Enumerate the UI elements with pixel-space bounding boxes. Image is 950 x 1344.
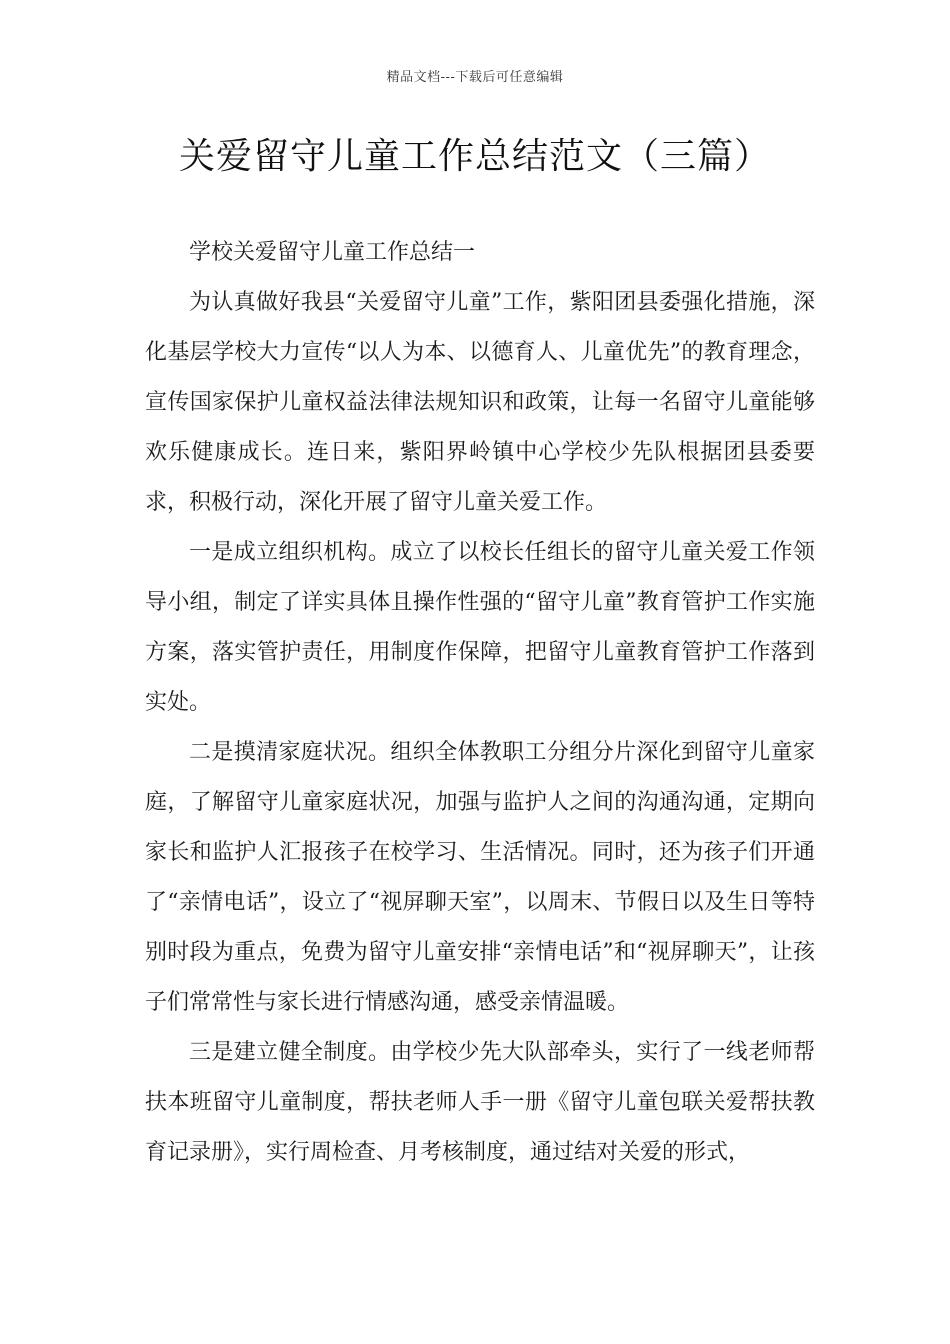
document-body [145, 228, 815, 1178]
header-note: 精品文档---下载后可任意编辑 [386, 70, 564, 85]
document-title: 关爱留守儿童工作总结范文（三篇） [178, 136, 771, 177]
paragraph: 一是成立组织机构。成立了以校长任组长的留守儿童关爱工作领导小组，制定了详实具体且操作性强的“留守儿童”教育管护工作实施方案，落实管护责任，用制度作保障，把留守儿童教育管护工作落到实处。 [145, 540, 815, 715]
paragraph: 二是摸清家庭状况。组织全体教职工分组分片深化到留守儿童家庭，了解留守儿童家庭状况，加强与监护人之间的沟通沟通，定期向家长和监护人汇报孩子在校学习、生活情况。同时，还为孩子们开通了“亲情电话”，设立了“视屏聊天室”，以周末、节假日以及生日等特别时段为重点，免费为留守儿童安排“亲情电话”和“视屏聊天”，让孩子们常常性与家长进行情感沟通，感受亲情温暖。 [145, 740, 815, 1015]
section-heading: 学校关爱留守儿童工作总结一 [189, 240, 476, 265]
paragraph: 三是建立健全制度。由学校少先大队部牵头，实行了一线老师帮扶本班留守儿童制度，帮扶老师人手一册《留守儿童包联关爱帮扶教育记录册》，实行周检查、月考核制度，通过结对关爱的形式， [145, 1040, 815, 1165]
paragraph: 为认真做好我县“关爱留守儿童”工作，紫阳团县委强化措施，深化基层学校大力宣传“以人为本、以德育人、儿童优先”的教育理念，宣传国家保护儿童权益法律法规知识和政策，让每一名留守儿童能够欢乐健康成长。连日来，紫阳界岭镇中心学校少先队根据团县委要求，积极行动，深化开展了留守儿童关爱工作。 [145, 290, 815, 515]
